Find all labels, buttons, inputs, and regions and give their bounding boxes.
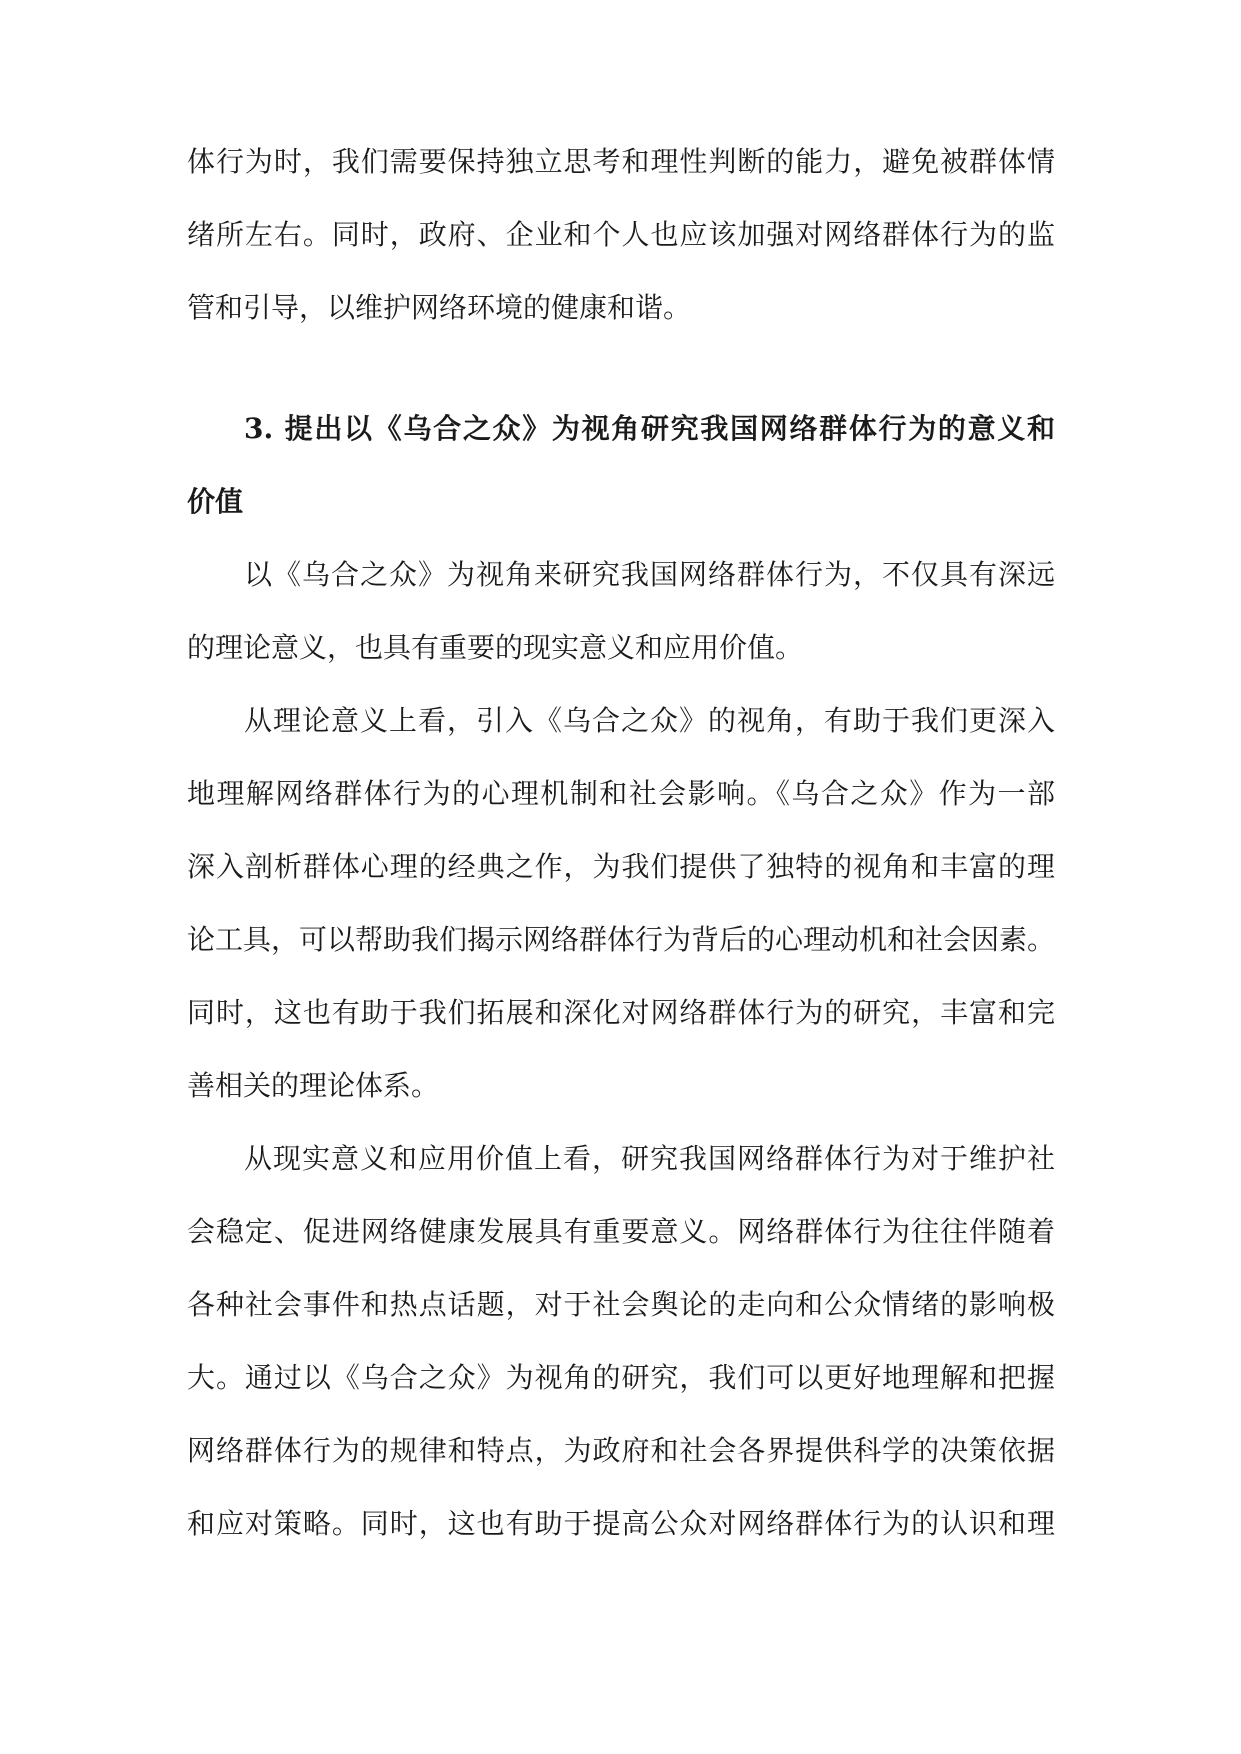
para3-line-6: 和应对策略。同时，这也有助于提高公众对网络群体行为的认识和理 — [187, 1507, 1055, 1540]
para2-line-6: 善相关的理论体系。 — [187, 1069, 440, 1102]
para3-line-2: 会稳定、促进网络健康发展具有重要意义。网络群体行为往往伴随着 — [187, 1215, 1055, 1248]
para1-line-2: 的理论意义，也具有重要的现实意义和应用价值。 — [187, 631, 804, 664]
para2-line-2: 地理解网络群体行为的心理机制和社会影响。《乌合之众》作为一部 — [187, 777, 1055, 810]
section-heading-line-2: 价值 — [187, 485, 244, 518]
para2-line-5: 同时，这也有助于我们拓展和深化对网络群体行为的研究，丰富和完 — [187, 996, 1055, 1029]
para3-line-1: 从现实意义和应用价值上看，研究我国网络群体行为对于维护社 — [244, 1142, 1055, 1175]
para2-line-4: 论工具，可以帮助我们揭示网络群体行为背后的心理动机和社会因素。 — [187, 923, 1056, 956]
para3-line-5: 网络群体行为的规律和特点，为政府和社会各界提供科学的决策依据 — [187, 1434, 1055, 1467]
intro-line-3: 管和引导，以维护网络环境的健康和谐。 — [187, 291, 692, 324]
intro-line-1: 体行为时，我们需要保持独立思考和理性判断的能力，避免被群体情 — [187, 145, 1055, 178]
para3-line-4: 大。通过以《乌合之众》为视角的研究，我们可以更好地理解和把握 — [187, 1361, 1055, 1394]
section-heading-line-1: 3. 提出以《乌合之众》为视角研究我国网络群体行为的意义和 — [244, 412, 1055, 445]
intro-line-2: 绪所左右。同时，政府、企业和个人也应该加强对网络群体行为的监 — [187, 218, 1055, 251]
para1-line-1: 以《乌合之众》为视角来研究我国网络群体行为，不仅具有深远 — [244, 558, 1055, 591]
para2-line-1: 从理论意义上看，引入《乌合之众》的视角，有助于我们更深入 — [244, 704, 1055, 737]
para2-line-3: 深入剖析群体心理的经典之作，为我们提供了独特的视角和丰富的理 — [187, 850, 1055, 883]
para3-line-3: 各种社会事件和热点话题，对于社会舆论的走向和公众情绪的影响极 — [187, 1288, 1055, 1321]
